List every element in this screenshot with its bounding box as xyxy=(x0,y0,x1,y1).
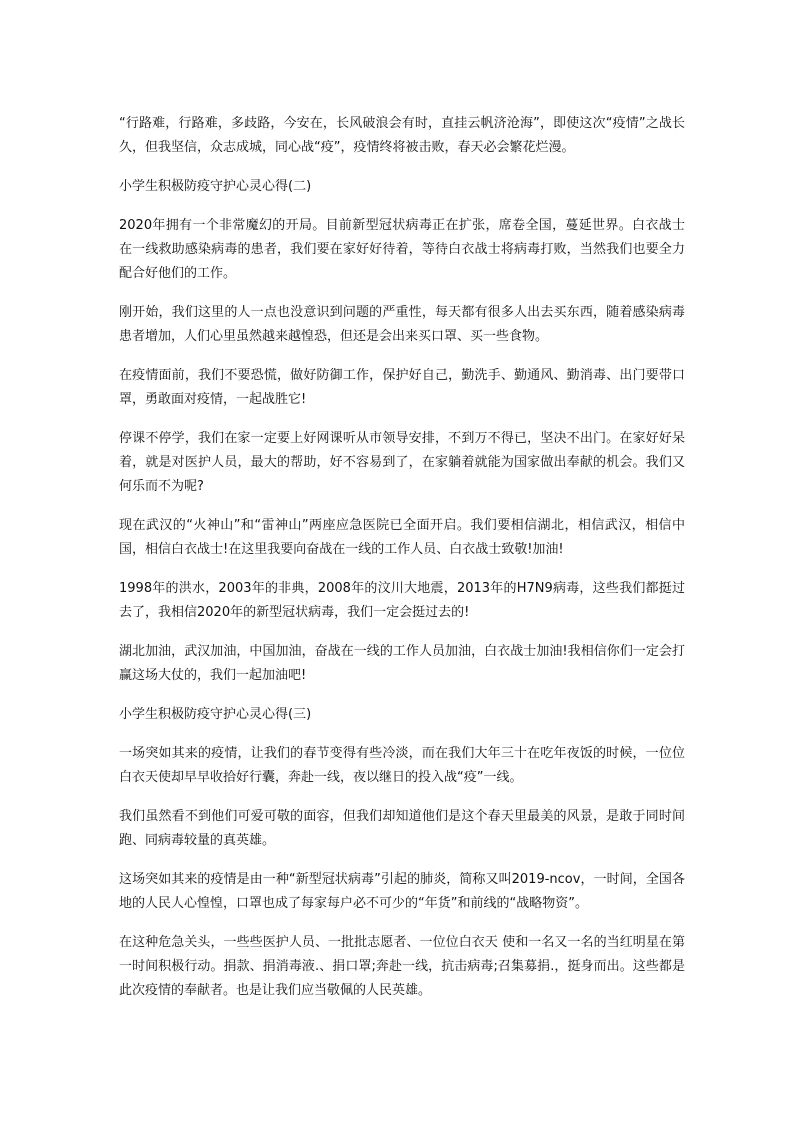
section-heading-three: 小学生积极防疫守护心灵心得(三) xyxy=(119,707,312,722)
paragraph: 停课不停学，我们在家一定要上好网课听从市领导安排，不到万不得已，坚决不出门。在家好好呆着，就是对医护人员，最大的帮助，好不容易到了，在家躺着就能为国家做出奉献的机会。我们又何乐而不为呢? xyxy=(119,431,685,494)
paragraph: 在疫情面前，我们不要恐慌，做好防御工作，保护好自己，勤洗手、勤通风、勤消毒、出门要带口罩，勇敢面对疫情，一起战胜它! xyxy=(119,368,685,407)
paragraph: 1998年的洪水，2003年的非典，2008年的汶川大地震，2013年的H7N9病毒，这些我们都挺过去了，我相信2020年的新型冠状病毒，我们一定会挺过去的! xyxy=(119,581,685,620)
paragraph: 我们虽然看不到他们可爱可敬的面容，但我们却知道他们是这个春天里最美的风景，是敢于同时间跑、同病毒较量的真英雄。 xyxy=(119,809,685,848)
paragraph-intro-quote: “行路难，行路难，多歧路，今安在，长风破浪会有时，直挂云帆济沧海”，即使这次“疫情”之战长久，但我坚信，众志成城，同心战“疫”，疫情终将被击败，春天必会繁花烂漫。 xyxy=(119,116,685,155)
paragraph: 刚开始，我们这里的人一点也没意识到问题的严重性，每天都有很多人出去买东西，随着感染病毒患者增加，人们心里虽然越来越惶恐，但还是会出来买口罩、买一些食物。 xyxy=(119,305,685,344)
document-body xyxy=(119,112,685,1018)
section-heading-two: 小学生积极防疫守护心灵心得(二) xyxy=(119,179,312,194)
paragraph: 现在武汉的“火神山”和“雷神山”两座应急医院已全面开启。我们要相信湖北，相信武汉，相信中国，相信白衣战士!在这里我要向奋战在一线的工作人员、白衣战士致敬!加油! xyxy=(119,518,685,557)
paragraph: 湖北加油，武汉加油，中国加油，奋战在一线的工作人员加油，白衣战士加油!我相信你们一定会打赢这场大仗的，我们一起加油吧! xyxy=(119,644,685,683)
paragraph: 2020年拥有一个非常魔幻的开局。目前新型冠状病毒正在扩张，席卷全国，蔓延世界。白衣战士在一线救助感染病毒的患者，我们要在家好好待着，等待白衣战士将病毒打败，当然我们也要全力配合好他们的工作。 xyxy=(119,218,685,281)
paragraph: 在这种危急关头，一些些医护人员、一批批志愿者、一位位白衣天 使和一名又一名的当红明星在第一时间积极行动。捐款、捐消毒液.、捐口罩;奔赴一线，抗击病毒;召集募捐.，挺身而出。这些都是此次疫情的奉献者。也是让我们应当敬佩的人民英雄。 xyxy=(119,935,685,998)
paragraph: 一场突如其来的疫情，让我们的春节变得有些冷淡，而在我们大年三十在吃年夜饭的时候，一位位白衣天使却早早收拾好行囊，奔赴一线，夜以继日的投入战“疫”一线。 xyxy=(119,746,685,785)
paragraph: 这场突如其来的疫情是由一种“新型冠状病毒”引起的肺炎，简称又叫2019-ncov，一时间，全国各地的人民人心惶惶，口罩也成了每家每户必不可少的“年货”和前线的“战略物资”。 xyxy=(119,872,685,911)
